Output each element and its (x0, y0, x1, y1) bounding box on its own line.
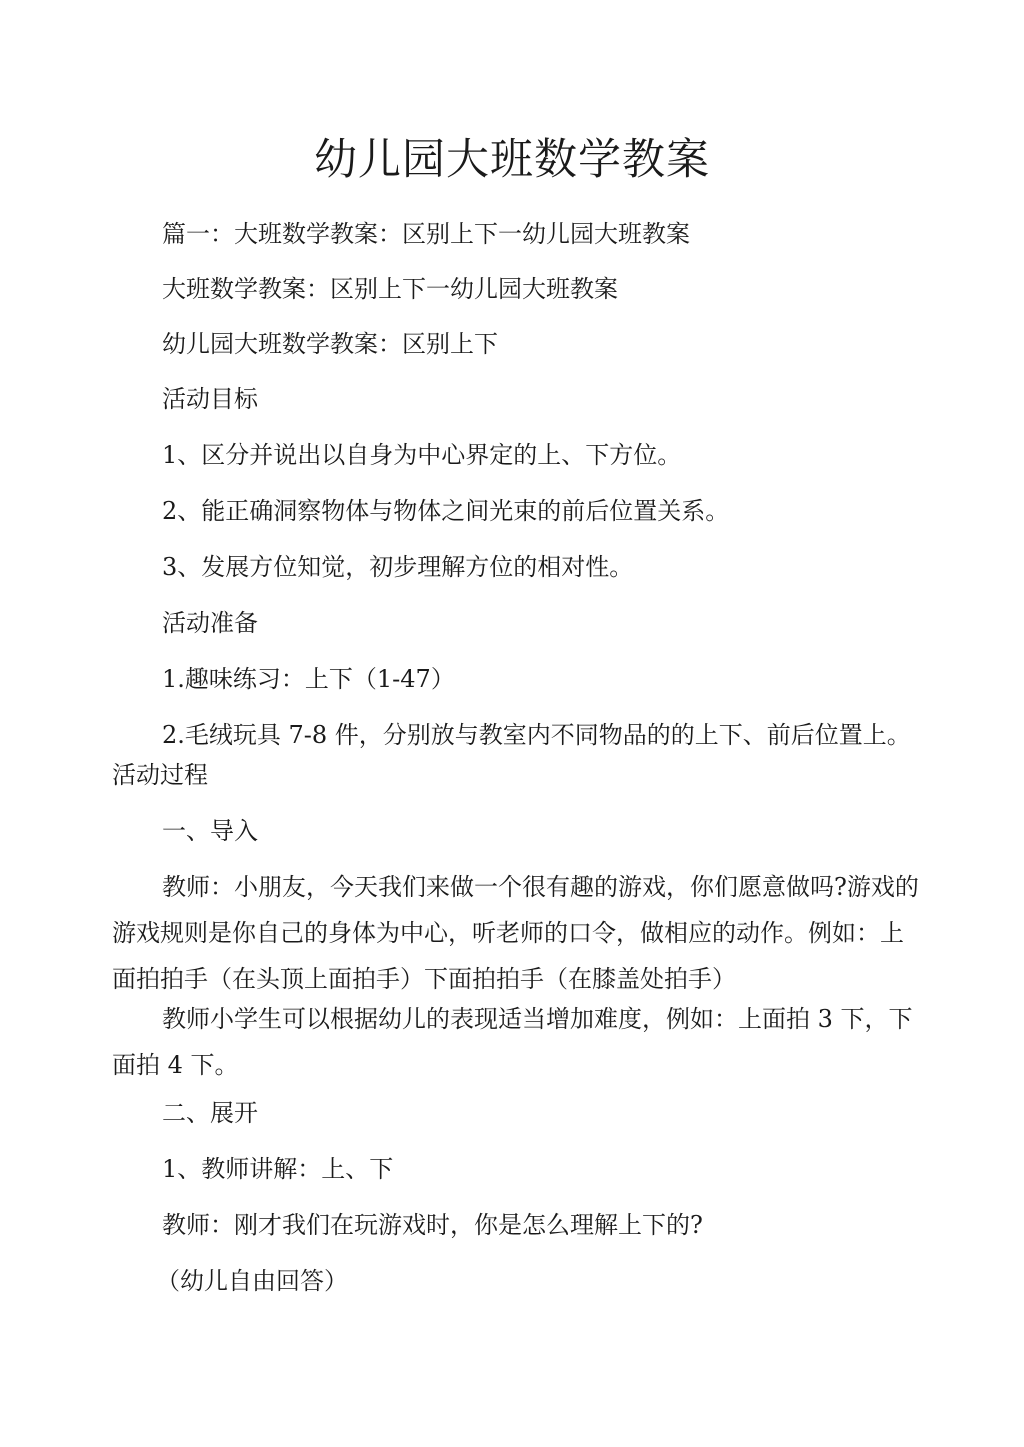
paragraph-teacher-difficulty: 教师小学生可以根据幼儿的表现适当增加难度，例如：上面拍 3 下，下面拍 4 下。 (112, 1005, 913, 1079)
preparation-item-2: 2.毛绒玩具 7-8 件，分别放与教室内不同物品的的上下、前后位置上。 (162, 721, 911, 749)
paragraph-teacher-question: 教师：刚才我们在玩游戏时，你是怎么理解上下的? (162, 1211, 703, 1239)
paragraph-lesson-name: 幼儿园大班数学教案：区别上下 (162, 330, 498, 358)
paragraph-heading-part-one: 篇一：大班数学教案：区别上下一幼儿园大班教案 (162, 220, 690, 248)
expand-item-1: 1、教师讲解：上、下 (162, 1155, 394, 1183)
step-heading-intro: 一、导入 (162, 817, 258, 845)
goal-item-3: 3、发展方位知觉，初步理解方位的相对性。 (162, 553, 634, 581)
document-title: 幼儿园大班数学教案 (314, 135, 710, 185)
goal-item-1: 1、区分并说出以自身为中心界定的上、下方位。 (162, 441, 682, 469)
paragraph-subtitle: 大班数学教案：区别上下一幼儿园大班教案 (162, 275, 618, 303)
step-heading-expand: 二、展开 (162, 1099, 258, 1127)
paragraph-teacher-game-rules: 教师：小朋友，今天我们来做一个很有趣的游戏，你们愿意做吗?游戏的游戏规则是你自己的身体为中心，听老师的口令，做相应的动作。例如：上面拍拍手（在头顶上面拍手）下面拍拍手（在膝盖处拍手） (112, 873, 919, 993)
section-heading-goals: 活动目标 (162, 385, 258, 413)
section-heading-process: 活动过程 (112, 761, 208, 789)
preparation-item-1: 1.趣味练习：上下（1-47） (162, 665, 455, 693)
goal-item-2: 2、能正确洞察物体与物体之间光束的前后位置关系。 (162, 497, 730, 525)
section-heading-preparation: 活动准备 (162, 609, 258, 637)
paragraph-children-answer: （幼儿自由回答） (156, 1267, 348, 1295)
